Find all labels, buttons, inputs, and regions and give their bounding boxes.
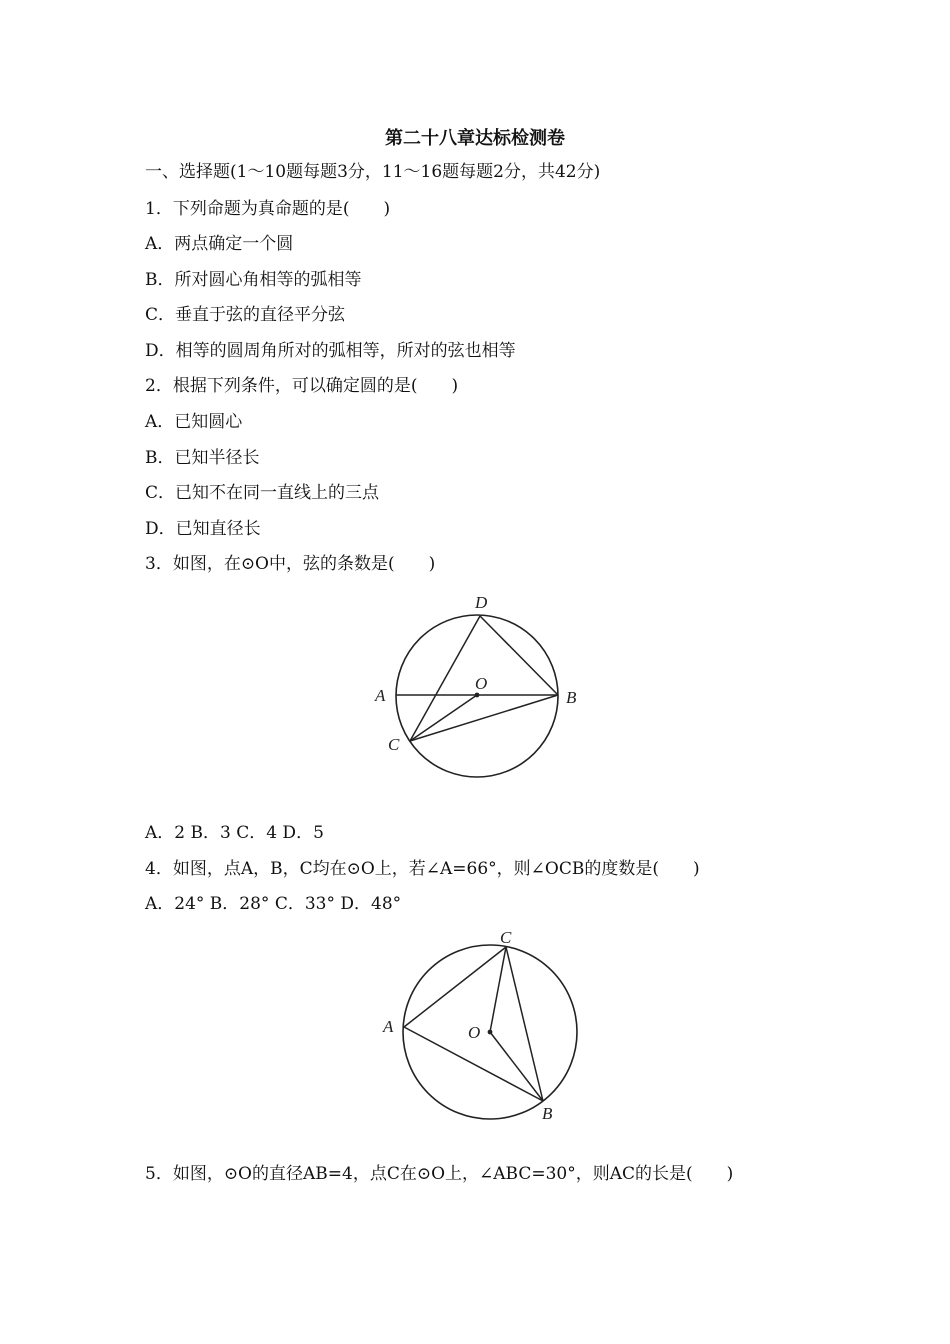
question-5-stem: 5．如图，⊙O的直径AB=4，点C在⊙O上，∠ABC=30°，则AC的长是( ) bbox=[145, 1164, 734, 1184]
center-point bbox=[475, 693, 480, 698]
question-4-figure bbox=[375, 922, 595, 1127]
question-3-answers: A．2 B．3 C．4 D．5 bbox=[145, 823, 324, 843]
section-heading: 一、选择题(1～10题每题3分，11～16题每题2分，共42分) bbox=[145, 162, 601, 182]
label-b: B bbox=[542, 1104, 553, 1123]
question-2-option-c: C．已知不在同一直线上的三点 bbox=[145, 483, 380, 503]
question-2-option-b: B．已知半径长 bbox=[145, 448, 260, 468]
radius-oc bbox=[410, 695, 477, 741]
label-a: A bbox=[375, 686, 386, 705]
page-title: 第二十八章达标检测卷 bbox=[385, 128, 565, 149]
center-point bbox=[488, 1030, 493, 1035]
question-3-figure bbox=[370, 588, 590, 788]
label-o: O bbox=[475, 674, 488, 693]
label-a: A bbox=[383, 1017, 394, 1036]
label-d: D bbox=[475, 593, 488, 612]
question-4-answers: A．24° B．28° C．33° D．48° bbox=[145, 894, 402, 914]
question-4-stem: 4．如图，点A，B，C均在⊙O上，若∠A=66°，则∠OCB的度数是( ) bbox=[145, 859, 700, 879]
side-ac bbox=[404, 947, 506, 1027]
question-2-option-a: A．已知圆心 bbox=[145, 412, 243, 432]
radius-oc bbox=[490, 947, 506, 1032]
question-3-stem: 3．如图，在⊙O中，弦的条数是( ) bbox=[145, 554, 436, 574]
question-1-stem: 1．下列命题为真命题的是( ) bbox=[145, 199, 391, 219]
label-o: O bbox=[468, 1023, 481, 1042]
question-2-option-d: D．已知直径长 bbox=[145, 519, 261, 539]
label-c: C bbox=[500, 928, 512, 947]
question-2-stem: 2．根据下列条件，可以确定圆的是( ) bbox=[145, 376, 459, 396]
question-1-option-b: B．所对圆心角相等的弧相等 bbox=[145, 270, 362, 290]
question-1-option-c: C．垂直于弦的直径平分弦 bbox=[145, 305, 346, 325]
label-b: B bbox=[566, 688, 577, 707]
question-1-option-d: D．相等的圆周角所对的弧相等，所对的弦也相等 bbox=[145, 341, 516, 361]
label-c: C bbox=[388, 735, 400, 754]
question-1-option-a: A．两点确定一个圆 bbox=[145, 234, 294, 254]
